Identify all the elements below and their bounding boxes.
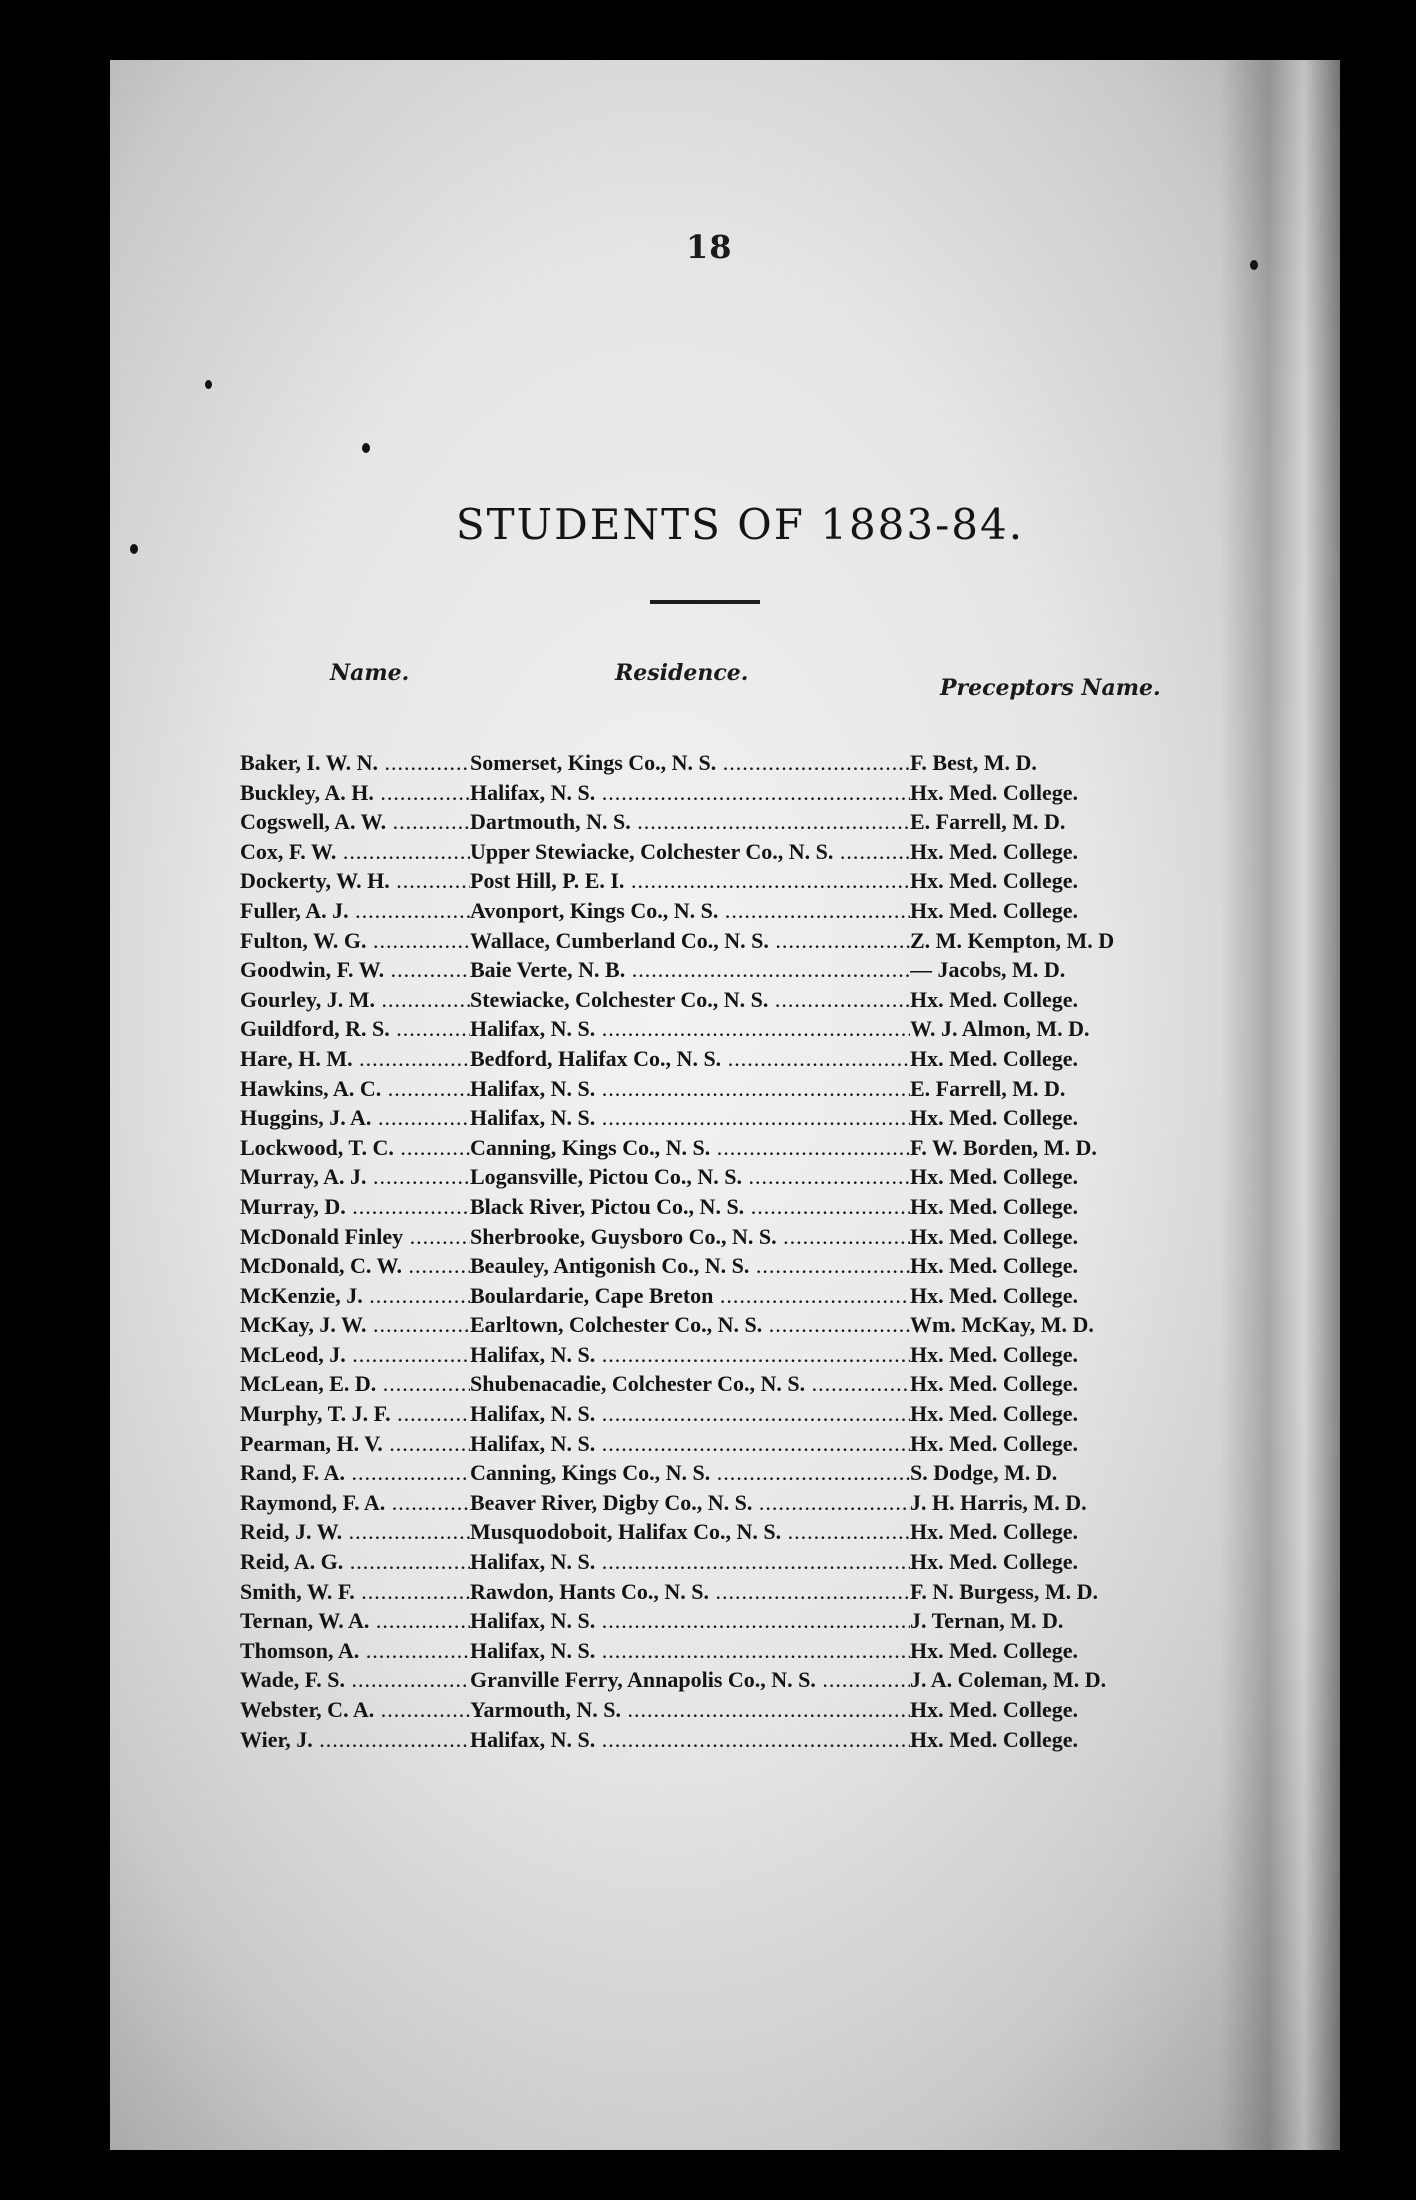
student-residence: Black River, Pictou Co., N. S. ..... xyxy=(470,1192,910,1222)
student-preceptor: S. Dodge, M. D. xyxy=(910,1460,1058,1486)
student-preceptor: J. H. Harris, M. D. xyxy=(910,1489,1087,1515)
student-residence: Shubenacadie, Colchester Co., N. S. ..... xyxy=(470,1369,910,1399)
student-residence: Beauley, Antigonish Co., N. S. ..... xyxy=(470,1251,910,1281)
student-preceptor: Hx. Med. College. xyxy=(910,1430,1079,1456)
student-preceptor: F. Best, M. D. xyxy=(910,750,1037,775)
student-residence: Bedford, Halifax Co., N. S. ..... xyxy=(470,1044,910,1074)
student-preceptor: Hx. Med. College. xyxy=(910,1697,1079,1722)
student-row xyxy=(240,778,1260,808)
student-preceptor: J. A. Coleman, M. D. xyxy=(910,1667,1107,1693)
ink-speck xyxy=(205,380,212,389)
header-residence: Residence. xyxy=(615,660,749,686)
student-residence: Granville Ferry, Annapolis Co., N. S. ..... xyxy=(470,1665,910,1695)
student-preceptor: Wm. McKay, M. D. xyxy=(910,1312,1094,1338)
student-name: Murray, D. ..... xyxy=(240,1192,470,1222)
student-residence: Canning, Kings Co., N. S. ..... xyxy=(470,1133,910,1163)
student-row xyxy=(240,1695,1260,1725)
ink-speck xyxy=(130,544,138,554)
student-name: Pearman, H. V. ..... xyxy=(240,1429,470,1459)
student-name: Baker, I. W. N. ..... xyxy=(240,748,470,778)
student-row xyxy=(240,1488,1260,1518)
page-number: 18 xyxy=(686,228,733,266)
student-residence: Halifax, N. S. ..... xyxy=(470,1547,910,1577)
student-name: Thomson, A. ..... xyxy=(240,1636,470,1666)
student-preceptor: Hx. Med. College. xyxy=(910,1193,1079,1219)
student-list xyxy=(240,748,1260,1754)
student-preceptor: Hx. Med. College. xyxy=(910,1282,1079,1308)
student-residence: Yarmouth, N. S. ..... xyxy=(470,1695,910,1725)
student-residence: Upper Stewiacke, Colchester Co., N. S. ..... xyxy=(470,837,910,867)
student-preceptor: Hx. Med. College. xyxy=(910,1401,1079,1427)
student-name: Guildford, R. S. ..... xyxy=(240,1014,470,1044)
student-name: McLeod, J. ..... xyxy=(240,1340,470,1370)
student-row xyxy=(240,1517,1260,1547)
ink-speck xyxy=(362,443,370,453)
student-name: Lockwood, T. C. ..... xyxy=(240,1133,470,1163)
student-residence: Halifax, N. S. ..... xyxy=(470,1014,910,1044)
student-residence: Halifax, N. S. ..... xyxy=(470,1606,910,1636)
student-row xyxy=(240,1192,1260,1222)
student-residence: Halifax, N. S. ..... xyxy=(470,1340,910,1370)
student-name: McKay, J. W. ..... xyxy=(240,1310,470,1340)
student-row xyxy=(240,1399,1260,1429)
student-row xyxy=(240,1281,1260,1311)
student-row xyxy=(240,1251,1260,1281)
student-name: Wier, J. ..... xyxy=(240,1725,470,1755)
student-preceptor: W. J. Almon, M. D. xyxy=(910,1016,1090,1042)
student-name: Gourley, J. M. ..... xyxy=(240,985,470,1015)
student-name: McDonald, C. W. ..... xyxy=(240,1251,470,1281)
student-residence: Logansville, Pictou Co., N. S. ..... xyxy=(470,1162,910,1192)
student-row xyxy=(240,1044,1260,1074)
student-row xyxy=(240,1547,1260,1577)
student-row xyxy=(240,1458,1260,1488)
student-row xyxy=(240,748,1260,778)
student-residence: Halifax, N. S. ..... xyxy=(470,778,910,808)
student-name: Dockerty, W. H. ..... xyxy=(240,866,470,896)
student-residence: Halifax, N. S. ..... xyxy=(470,1429,910,1459)
student-row xyxy=(240,1162,1260,1192)
student-row xyxy=(240,837,1260,867)
student-row xyxy=(240,807,1260,837)
student-preceptor: Hx. Med. College. xyxy=(910,1637,1079,1663)
student-name: Raymond, F. A. ..... xyxy=(240,1488,470,1518)
student-row xyxy=(240,1074,1260,1104)
student-name: Hare, H. M. ..... xyxy=(240,1044,470,1074)
student-row xyxy=(240,985,1260,1015)
student-name: Wade, F. S. ..... xyxy=(240,1665,470,1695)
student-residence: Baie Verte, N. B. ..... xyxy=(470,955,910,985)
student-preceptor: Hx. Med. College. xyxy=(910,897,1079,923)
student-row xyxy=(240,1369,1260,1399)
student-row xyxy=(240,1636,1260,1666)
student-name: Rand, F. A. ..... xyxy=(240,1458,470,1488)
student-preceptor: Hx. Med. College. xyxy=(910,986,1079,1012)
page-title: STUDENTS OF 1883-84. xyxy=(455,500,1025,549)
student-residence: Sherbrooke, Guysboro Co., N. S. ..... xyxy=(470,1222,910,1252)
student-row xyxy=(240,896,1260,926)
student-row xyxy=(240,1725,1260,1755)
scanned-page xyxy=(110,60,1340,2150)
student-name: Reid, J. W. ..... xyxy=(240,1517,470,1547)
student-residence: Avonport, Kings Co., N. S. ..... xyxy=(470,896,910,926)
student-preceptor: J. Ternan, M. D. xyxy=(910,1608,1064,1634)
student-preceptor: Hx. Med. College. xyxy=(910,838,1079,864)
student-residence: Canning, Kings Co., N. S. ..... xyxy=(470,1458,910,1488)
student-residence: Earltown, Colchester Co., N. S. ..... xyxy=(470,1310,910,1340)
student-name: Smith, W. F. ..... xyxy=(240,1577,470,1607)
header-preceptor: Preceptors Name. xyxy=(940,675,1161,701)
student-preceptor: Z. M. Kempton, M. D xyxy=(910,927,1115,953)
header-name: Name. xyxy=(330,660,410,686)
student-preceptor: Hx. Med. College. xyxy=(910,1045,1079,1071)
student-preceptor: Hx. Med. College. xyxy=(910,1164,1079,1190)
student-preceptor: — Jacobs, M. D. xyxy=(910,957,1066,983)
student-name: Webster, C. A. ..... xyxy=(240,1695,470,1725)
student-name: Hawkins, A. C. ..... xyxy=(240,1074,470,1104)
student-name: Cogswell, A. W. ..... xyxy=(240,807,470,837)
student-residence: Dartmouth, N. S. ..... xyxy=(470,807,910,837)
student-residence: Beaver River, Digby Co., N. S. ..... xyxy=(470,1488,910,1518)
student-name: Murphy, T. J. F. ..... xyxy=(240,1399,470,1429)
student-name: McDonald Finley ..... xyxy=(240,1222,470,1252)
student-row xyxy=(240,1103,1260,1133)
student-residence: Halifax, N. S. ..... xyxy=(470,1725,910,1755)
student-name: McKenzie, J. ..... xyxy=(240,1281,470,1311)
student-preceptor: F. N. Burgess, M. D. xyxy=(910,1578,1099,1604)
student-name: Ternan, W. A. ..... xyxy=(240,1606,470,1636)
student-name: Murray, A. J. ..... xyxy=(240,1162,470,1192)
student-name: Buckley, A. H. ..... xyxy=(240,778,470,808)
student-preceptor: Hx. Med. College. xyxy=(910,779,1079,805)
student-row xyxy=(240,1133,1260,1163)
student-name: Fulton, W. G. ..... xyxy=(240,926,470,956)
student-name: Goodwin, F. W. ..... xyxy=(240,955,470,985)
student-row xyxy=(240,955,1260,985)
student-name: Cox, F. W. ..... xyxy=(240,837,470,867)
title-rule xyxy=(650,600,760,604)
student-row xyxy=(240,866,1260,896)
student-preceptor: Hx. Med. College. xyxy=(910,1223,1079,1249)
student-row xyxy=(240,1310,1260,1340)
column-headers xyxy=(110,650,1340,710)
student-preceptor: Hx. Med. College. xyxy=(910,1105,1079,1131)
student-row xyxy=(240,1222,1260,1252)
student-residence: Halifax, N. S. ..... xyxy=(470,1636,910,1666)
student-name: Fuller, A. J. ..... xyxy=(240,896,470,926)
student-preceptor: Hx. Med. College. xyxy=(910,1371,1079,1397)
student-preceptor: Hx. Med. College. xyxy=(910,1341,1079,1367)
student-residence: Halifax, N. S. ..... xyxy=(470,1103,910,1133)
student-preceptor: Hx. Med. College. xyxy=(910,868,1079,894)
student-residence: Post Hill, P. E. I. ..... xyxy=(470,866,910,896)
student-residence: Musquodoboit, Halifax Co., N. S. ..... xyxy=(470,1517,910,1547)
student-residence: Wallace, Cumberland Co., N. S. ..... xyxy=(470,926,910,956)
student-name: McLean, E. D. ..... xyxy=(240,1369,470,1399)
student-preceptor: F. W. Borden, M. D. xyxy=(910,1134,1097,1160)
student-preceptor: E. Farrell, M. D. xyxy=(910,1075,1066,1101)
student-residence: Stewiacke, Colchester Co., N. S. ..... xyxy=(470,985,910,1015)
student-residence: Somerset, Kings Co., N. S. ..... xyxy=(470,748,910,778)
student-row xyxy=(240,1429,1260,1459)
student-row xyxy=(240,926,1260,956)
student-row xyxy=(240,1606,1260,1636)
student-preceptor: Hx. Med. College. xyxy=(910,1549,1079,1575)
student-row xyxy=(240,1340,1260,1370)
student-residence: Rawdon, Hants Co., N. S. ..... xyxy=(470,1577,910,1607)
student-preceptor: E. Farrell, M. D. xyxy=(910,809,1066,835)
student-row xyxy=(240,1577,1260,1607)
student-preceptor: Hx. Med. College. xyxy=(910,1726,1079,1752)
student-row xyxy=(240,1014,1260,1044)
student-preceptor: Hx. Med. College. xyxy=(910,1519,1079,1545)
student-residence: Halifax, N. S. ..... xyxy=(470,1399,910,1429)
student-residence: Boulardarie, Cape Breton ..... xyxy=(470,1281,910,1311)
page-edge-shadow xyxy=(1220,60,1340,2150)
student-name: Reid, A. G. ..... xyxy=(240,1547,470,1577)
student-preceptor: Hx. Med. College. xyxy=(910,1253,1079,1279)
student-name: Huggins, J. A. ..... xyxy=(240,1103,470,1133)
student-row xyxy=(240,1665,1260,1695)
student-residence: Halifax, N. S. ..... xyxy=(470,1074,910,1104)
